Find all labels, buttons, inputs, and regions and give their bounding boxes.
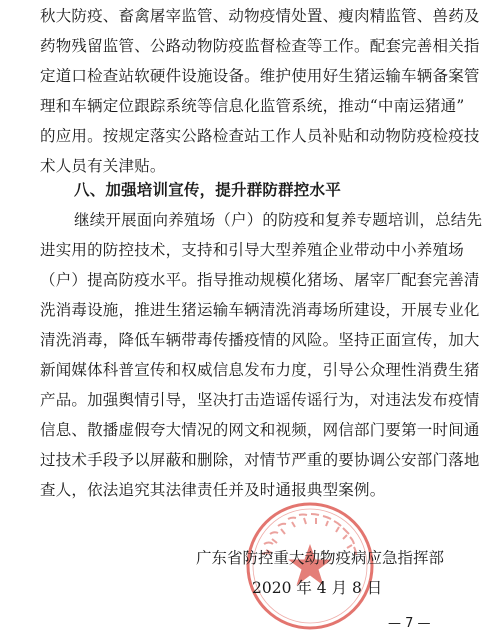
paragraph-line: 信息、散播虚假夸大情况的网文和视频，网信部门要第一时间通 xyxy=(40,421,480,439)
paragraph-line: 过技术手段予以屏蔽和删除，对情节严重的要协调公安部门落地 xyxy=(40,451,480,469)
section-heading: 八、加强培训宣传，提升群防群控水平 xyxy=(74,181,341,199)
page-number: — 7 — xyxy=(388,616,431,631)
paragraph-line: 秋大防疫、畜禽屠宰监管、动物疫情处置、瘦肉精监管、兽药及 xyxy=(40,7,480,25)
paragraph-line: 药物残留监管、公路动物防疫监督检查等工作。配套完善相关指 xyxy=(40,37,480,55)
paragraph-line: 新闻媒体科普宣传和权威信息发布力度，引导公众理性消费生猪 xyxy=(40,361,480,379)
issue-date: 2020 年 4 月 8 日 xyxy=(252,579,383,597)
paragraph-line: 清洗消毒，降低车辆带毒传播疫情的风险。坚持正面宣传，加大 xyxy=(40,331,480,349)
issuing-organization: 广东省防控重大动物疫病应急指挥部 xyxy=(196,549,445,567)
paragraph-line: 理和车辆定位跟踪系统等信息化监管系统，推动“中南运猪通” xyxy=(40,97,465,115)
paragraph-line: 洗消毒设施，推进生猪运输车辆清洗消毒场所建设，开展专业化 xyxy=(40,301,480,319)
paragraph-line: 定道口检查站软硬件设施设备。维护使用好生猪运输车辆备案管 xyxy=(40,67,480,85)
paragraph-line: 的应用。按规定落实公路检查站工作人员补贴和动物防疫检疫技 xyxy=(40,127,480,145)
paragraph-line: 继续开展面向养殖场（户）的防疫和复养专题培训，总结先 xyxy=(74,211,482,229)
paragraph-line: 进实用的防控技术，支持和引导大型养殖企业带动中小养殖场 xyxy=(40,241,464,259)
paragraph-line: 术人员有关津贴。 xyxy=(40,157,166,175)
paragraph-line: 查人，依法追究其法律责任并及时通报典型案例。 xyxy=(40,481,386,499)
paragraph-line: 产品。加强舆情引导，坚决打击造谣传谣行为，对违法发布疫情 xyxy=(40,391,480,409)
paragraph-line: （户）提高防疫水平。指导推动规模化猪场、屠宰厂配套完善清 xyxy=(40,271,480,289)
